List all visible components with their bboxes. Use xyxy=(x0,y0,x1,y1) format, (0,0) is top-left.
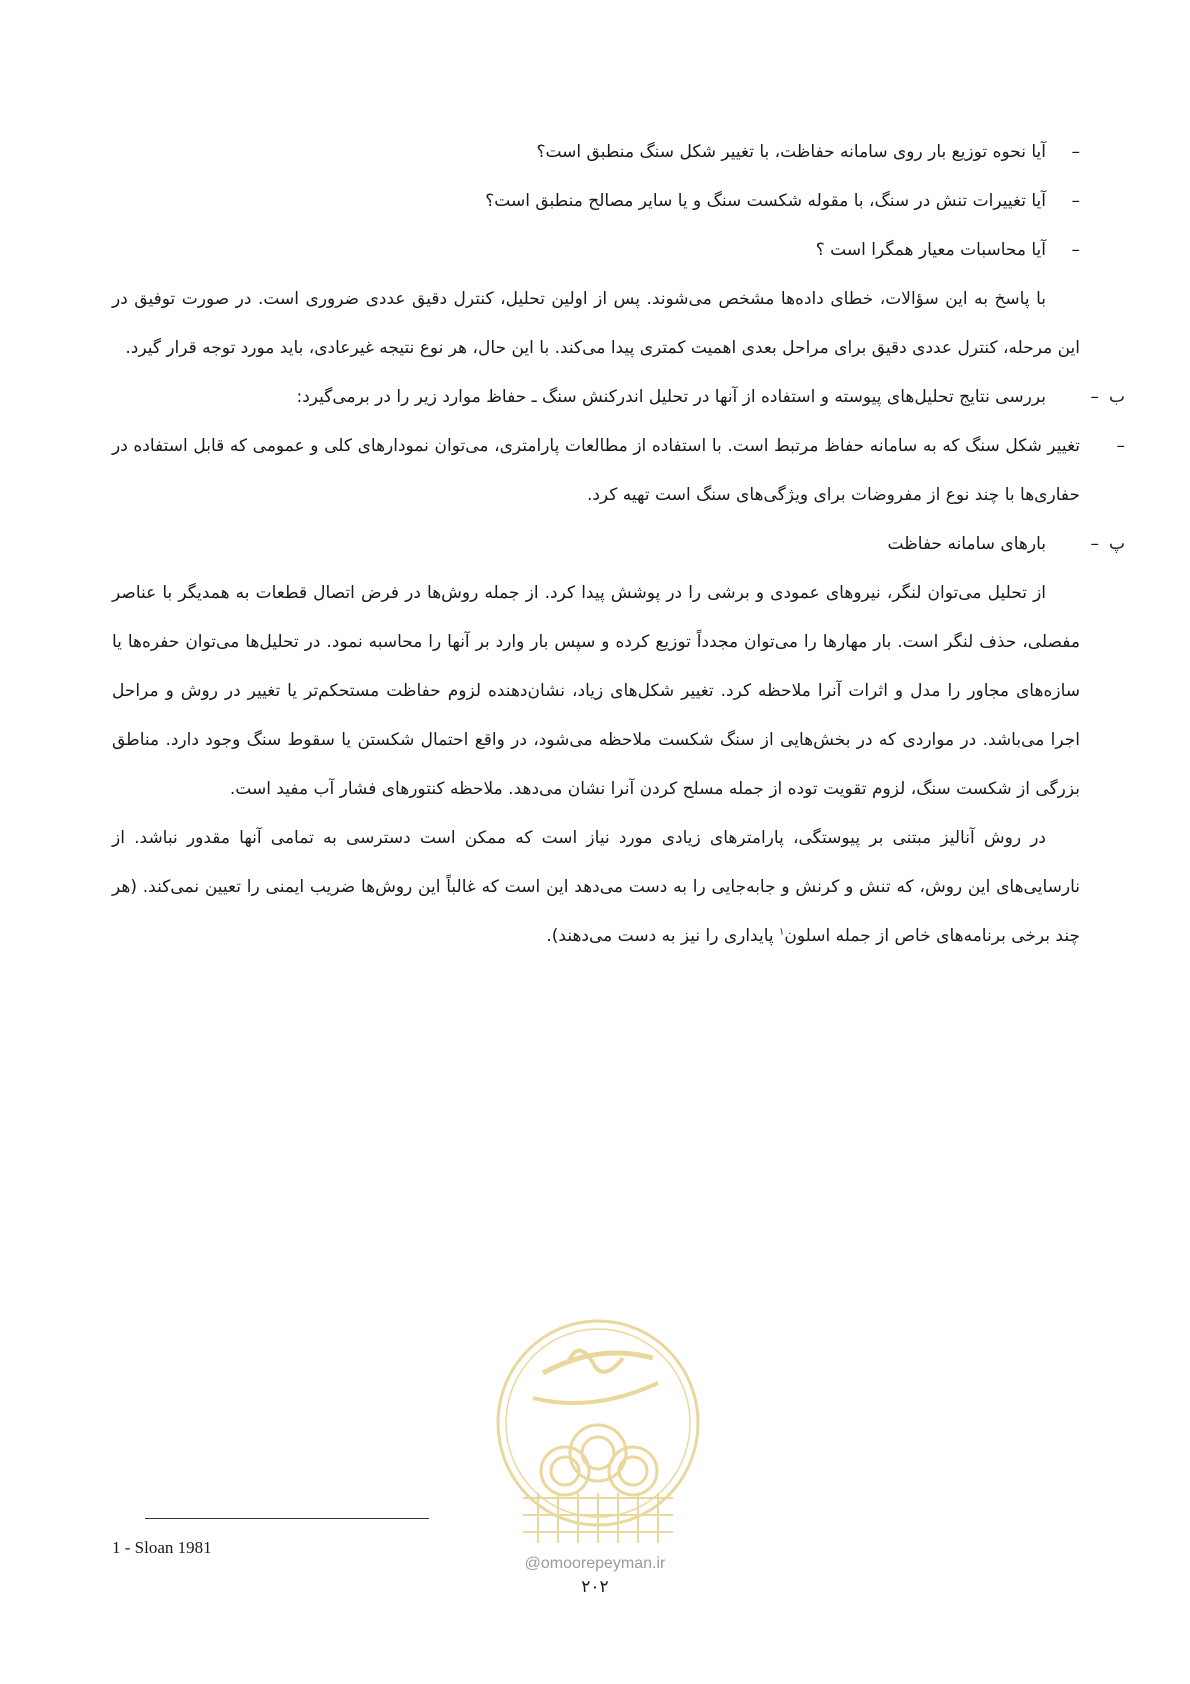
dash-marker: – xyxy=(1116,436,1125,456)
item-b xyxy=(112,373,1125,422)
item-text: بارهای سامانه حفاظت xyxy=(887,534,1046,554)
paragraph-3-tail: پایداری را نیز به دست می‌دهند). xyxy=(546,926,780,946)
paragraph-2: از تحلیل می‌توان لنگر، نیروهای عمودی و برشی را در پوشش پیدا کرد. از جمله روش‌ها در فرض اتصال قطعات به همدیگر با عناصر مفصلی، حذف لنگر است. بار مهارها را می‌توان مجدداً توزیع کرده و سپس بار وارد بر آنها را محاسبه نمود. در تحلیل‌ها می‌توان حفره‌ها یا سازه‌های مجاور را مدل و اثرات آنرا ملاحظه کرد. تغییر شکل‌های زیاد، نشان‌دهنده لزوم حفاظت مستحکم‌تر یا تغییر در روش و مراحل اجرا می‌باشد. در مواردی که در بخش‌هایی از سنگ شکست ملاحظه می‌شود، در واقع احتمال شکستن یا سقوط سنگ وجود دارد. مناطق بزرگی از شکست سنگ، لزوم تقویت توده از جمله مسلح کردن آنرا نشان می‌دهد. ملاحظه کنتورهای فشار آب مفید است. xyxy=(112,583,1080,799)
paragraph-3 xyxy=(112,814,1080,961)
dash-marker: – xyxy=(1090,534,1099,554)
dash-marker: – xyxy=(1071,142,1080,162)
question-text: آیا محاسبات معیار همگرا است ؟ xyxy=(815,240,1046,260)
page-number: ۲۰۲ xyxy=(581,1577,609,1597)
paragraph-1: با پاسخ به این سؤالات، خطای داده‌ها مشخص می‌شوند. پس از اولین تحلیل، کنترل دقیق عددی ضروری است. در صورت توفیق در این مرحله، کنترل عددی دقیق برای مراحل بعدی اهمیت کمتری پیدا می‌کند. با این حال، هر نوع نتیجه غیرعادی، باید مورد توجه قرار گیرد. xyxy=(112,289,1080,358)
omoor-peyman-seal-icon xyxy=(483,1303,713,1557)
item-p xyxy=(112,520,1125,569)
page-body xyxy=(112,128,1125,961)
watermark-url: @omoorepeyman.ir xyxy=(524,1555,666,1572)
question-item xyxy=(112,177,1080,226)
item-b-dash xyxy=(112,422,1125,520)
dash-marker: – xyxy=(1071,191,1080,211)
item-letter: ب xyxy=(1108,387,1125,407)
question-item xyxy=(112,226,1080,275)
question-item xyxy=(112,128,1080,177)
paragraph-3-text: در روش آنالیز مبتنی بر پیوستگی، پارامترهای زیادی مورد نیاز است که ممکن است دسترسی به تمامی آنها مقدور نباشد. از نارسایی‌های این روش، که تنش و کرنش و جابه‌جایی را به دست می‌دهد این است که غالباً این روش‌ها ضریب ایمنی را تعیین نمی‌کند. (هر چند برخی برنامه‌های خاص از جمله اسلون xyxy=(112,828,1080,946)
item-text: تغییر شکل سنگ که به سامانه حفاظ مرتبط است. با استفاده از مطالعات پارامتری، می‌توان نمودارهای کلی و عمومی که قابل استفاده در حفاری‌ها با چند نوع از مفروضات برای ویژگی‌های سنگ است تهیه کرد. xyxy=(112,436,1080,505)
item-text: بررسی نتایج تحلیل‌های پیوسته و استفاده از آنها در تحلیل اندرکنش سنگ ـ حفاظ موارد زیر را در برمی‌گیرد: xyxy=(296,387,1046,407)
item-letter: پ xyxy=(1108,534,1125,554)
question-text: آیا تغییرات تنش در سنگ، با مقوله شکست سنگ و یا سایر مصالح منطبق است؟ xyxy=(485,191,1046,211)
question-text: آیا نحوه توزیع بار روی سامانه حفاظت، با تغییر شکل سنگ منطبق است؟ xyxy=(536,142,1046,162)
footnote-divider xyxy=(145,1518,429,1519)
footnote: 1 - Sloan 1981 xyxy=(112,1538,212,1557)
footnote-ref: ۱ xyxy=(779,926,785,938)
dash-marker: – xyxy=(1071,240,1080,260)
dash-marker: – xyxy=(1090,387,1099,407)
